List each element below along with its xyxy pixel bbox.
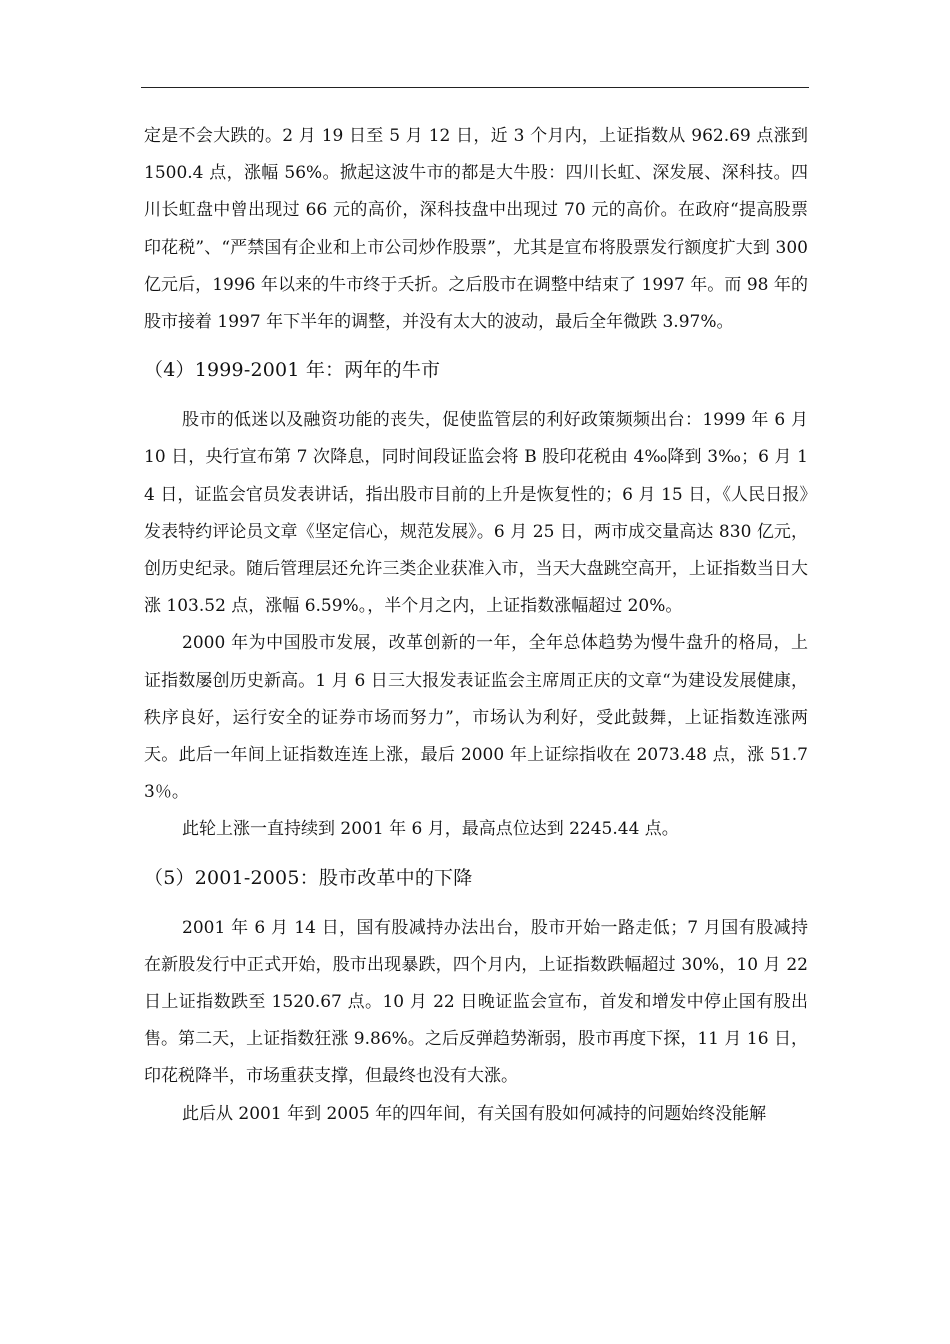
- section-heading-5: （5）2001-2005：股市改革中的下降: [144, 866, 473, 889]
- paragraph: 此轮上涨一直持续到 2001 年 6 月，最高点位达到 2245.44 点。: [182, 819, 679, 840]
- document-body: [144, 118, 808, 1133]
- paragraph: 此后从 2001 年到 2005 年的四年间，有关国有股如何减持的问题始终没能解: [182, 1103, 767, 1124]
- paragraph: 2001 年 6 月 14 日，国有股减持办法出台，股市开始一路走低；7 月国有股减持在新股发行中正式开始，股市出现暴跌，四个月内，上证指数跌幅超过 30%，10 月 22 日上证指数跌至 1520.67 点。10 月 22 日晚证监会宣布，首发和增发中停止国有股出售。第二天，上证指数狂涨 9.86%。之后反弹趋势渐弱，股市再度下探，11 月 16 日，印花税降半，市场重获支撑，但最终也没有大涨。: [144, 917, 808, 1087]
- header-rule: [141, 87, 809, 88]
- paragraph-continued: 定是不会大跌的。2 月 19 日至 5 月 12 日，近 3 个月内，上证指数从 962.69 点涨到 1500.4 点，涨幅 56%。掀起这波牛市的都是大牛股：四川长虹、深发展、深科技。四川长虹盘中曾出现过 66 元的高价，深科技盘中出现过 70 元的高价。在政府“提高股票印花税”、“严禁国有企业和上市公司炒作股票”，尤其是宣布将股票发行额度扩大到 300 亿元后，1996 年以来的牛市终于夭折。之后股市在调整中结束了 1997 年。而 98 年的股市接着 1997 年下半年的调整，并没有太大的波动，最后全年微跌 3.97%。: [144, 126, 808, 333]
- paragraph: 股市的低迷以及融资功能的丧失，促使监管层的利好政策频频出台：1999 年 6 月 10 日，央行宣布第 7 次降息，同时间段证监会将 B 股印花税由 4‰降到 3‰；6 月 14 日，证监会官员发表讲话，指出股市目前的上升是恢复性的；6 月 15 日，《人民日报》发表特约评论员文章《坚定信心，规范发展》。6 月 25 日，两市成交量高达 830 亿元，创历史纪录。随后管理层还允许三类企业获准入市，当天大盘跳空高开，上证指数当日大涨 103.52 点，涨幅 6.59%。，半个月之内，上证指数涨幅超过 20%。: [144, 410, 808, 617]
- paragraph: 2000 年为中国股市发展，改革创新的一年，全年总体趋势为慢牛盘升的格局，上证指数屡创历史新高。1 月 6 日三大报发表证监会主席周正庆的文章“为建设发展健康，秩序良好，运行安全的证券市场而努力”，市场认为利好，受此鼓舞，上证指数连涨两天。此后一年间上证指数连连上涨，最后 2000 年上证综指收在 2073.48 点，涨 51.73％。: [144, 633, 808, 803]
- section-heading-4: （4）1999-2001 年：两年的牛市: [144, 359, 441, 382]
